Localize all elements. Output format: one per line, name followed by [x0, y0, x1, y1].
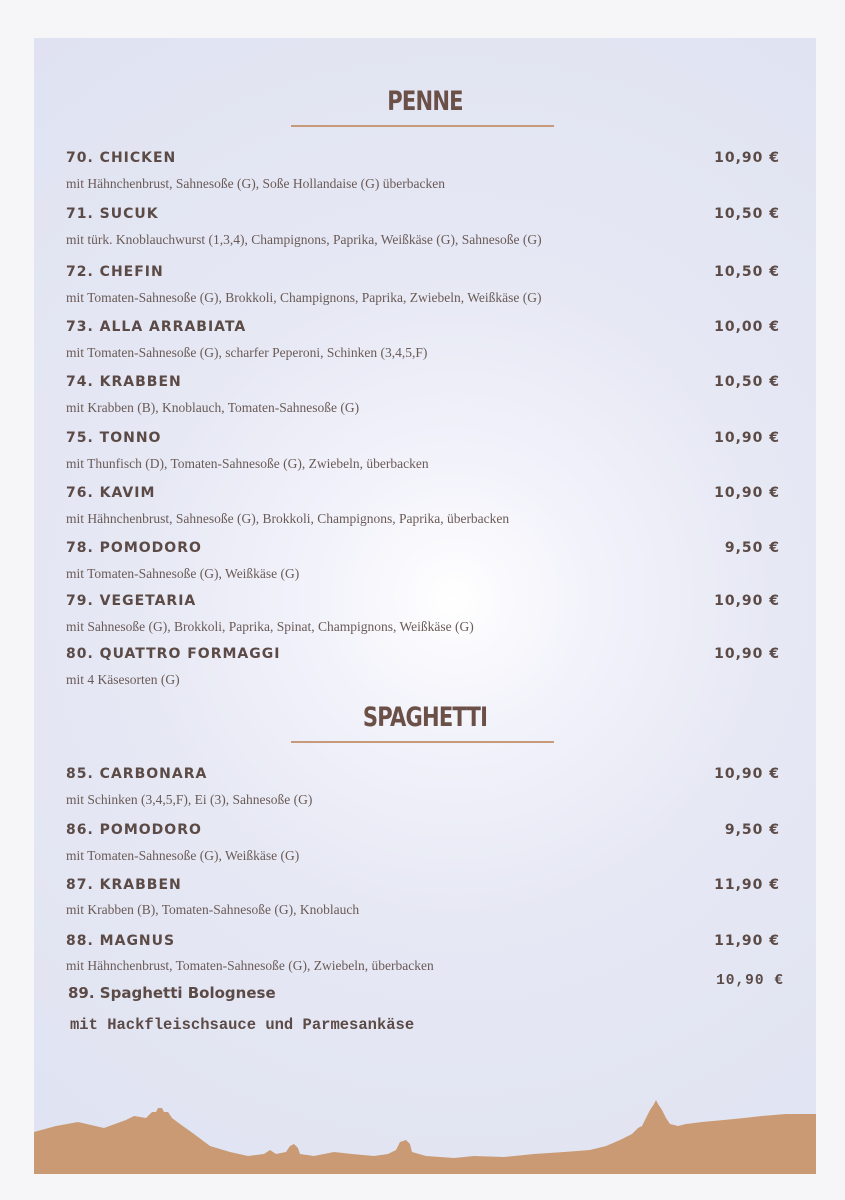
city-skyline-graphic — [34, 1094, 816, 1174]
penne-item-name: 75. TONNO — [66, 430, 162, 446]
penne-item-name: 79. VEGETARIA — [66, 593, 197, 609]
penne-item-name: 73. ALLA ARRABIATA — [66, 319, 247, 335]
penne-item-desc: mit Tomaten-Sahnesoße (G), scharfer Peperoni, Schinken (3,4,5,F) — [66, 345, 428, 360]
penne-item-name: 78. POMODORO — [66, 540, 202, 556]
penne-item-name: 76. KAVIM — [66, 485, 156, 501]
penne-item-name: 72. CHEFIN — [66, 264, 164, 280]
penne-item-desc: mit Thunfisch (D), Tomaten-Sahnesoße (G), Zwiebeln, überbacken — [66, 456, 429, 471]
penne-item-price: 10,90 € — [714, 646, 780, 662]
penne-item-desc: mit Sahnesoße (G), Brokkoli, Paprika, Spinat, Champignons, Weißkäse (G) — [66, 619, 474, 634]
penne-title-rule — [291, 125, 554, 127]
spaghetti-title: SPAGHETTI — [362, 702, 488, 733]
spaghetti-item-desc: mit Tomaten-Sahnesoße (G), Weißkäse (G) — [66, 848, 300, 863]
penne-item-desc: mit Krabben (B), Knoblauch, Tomaten-Sahnesoße (G) — [66, 400, 360, 415]
penne-title: PENNE — [387, 86, 463, 117]
penne-item-price: 10,50 € — [714, 206, 780, 222]
penne-item-price: 10,90 € — [714, 150, 780, 166]
penne-item-desc: mit Hähnchenbrust, Sahnesoße (G), Brokkoli, Champignons, Paprika, überbacken — [66, 511, 510, 526]
penne-item-desc: mit Tomaten-Sahnesoße (G), Brokkoli, Champignons, Paprika, Zwiebeln, Weißkäse (G) — [66, 290, 542, 305]
spaghetti-item-name: 87. KRABBEN — [66, 877, 182, 893]
spaghetti-item-name: 88. MAGNUS — [66, 933, 176, 949]
spaghetti-extra-name: 89. Spaghetti Bolognese — [68, 984, 276, 1002]
penne-item-price: 10,90 € — [714, 430, 780, 446]
penne-item-desc: mit Tomaten-Sahnesoße (G), Weißkäse (G) — [66, 566, 300, 581]
penne-item-desc: mit Hähnchenbrust, Sahnesoße (G), Soße Hollandaise (G) überbacken — [66, 176, 446, 191]
penne-item-price: 10,50 € — [714, 374, 780, 390]
penne-item-name: 70. CHICKEN — [66, 150, 177, 166]
penne-item-name: 80. QUATTRO FORMAGGI — [66, 646, 281, 662]
spaghetti-extra-price: 10,90 € — [716, 973, 784, 989]
penne-item-name: 71. SUCUK — [66, 206, 159, 222]
spaghetti-item-desc: mit Hähnchenbrust, Tomaten-Sahnesoße (G), Zwiebeln, überbacken — [66, 958, 434, 973]
penne-item-price: 10,90 € — [714, 593, 780, 609]
spaghetti-item-desc: mit Schinken (3,4,5,F), Ei (3), Sahnesoße (G) — [66, 792, 313, 807]
penne-item-price: 10,50 € — [714, 264, 780, 280]
spaghetti-extra-desc: mit Hackfleischsauce und Parmesankäse — [70, 1016, 415, 1034]
penne-item-price: 10,90 € — [714, 485, 780, 501]
penne-item-price: 10,00 € — [714, 319, 780, 335]
penne-item-desc: mit 4 Käsesorten (G) — [66, 672, 180, 687]
spaghetti-item-price: 11,90 € — [714, 877, 780, 893]
menu-card — [34, 38, 816, 1174]
penne-item-desc: mit türk. Knoblauchwurst (1,3,4), Champignons, Paprika, Weißkäse (G), Sahnesoße (G) — [66, 232, 542, 247]
penne-item-name: 74. KRABBEN — [66, 374, 182, 390]
penne-item-price: 9,50 € — [724, 540, 780, 556]
spaghetti-item-price: 11,90 € — [714, 933, 780, 949]
spaghetti-title-rule — [291, 741, 554, 743]
spaghetti-item-name: 86. POMODORO — [66, 822, 202, 838]
spaghetti-item-price: 9,50 € — [724, 822, 780, 838]
spaghetti-item-name: 85. CARBONARA — [66, 766, 208, 782]
spaghetti-item-desc: mit Krabben (B), Tomaten-Sahnesoße (G), Knoblauch — [66, 902, 360, 917]
spaghetti-item-price: 10,90 € — [714, 766, 780, 782]
